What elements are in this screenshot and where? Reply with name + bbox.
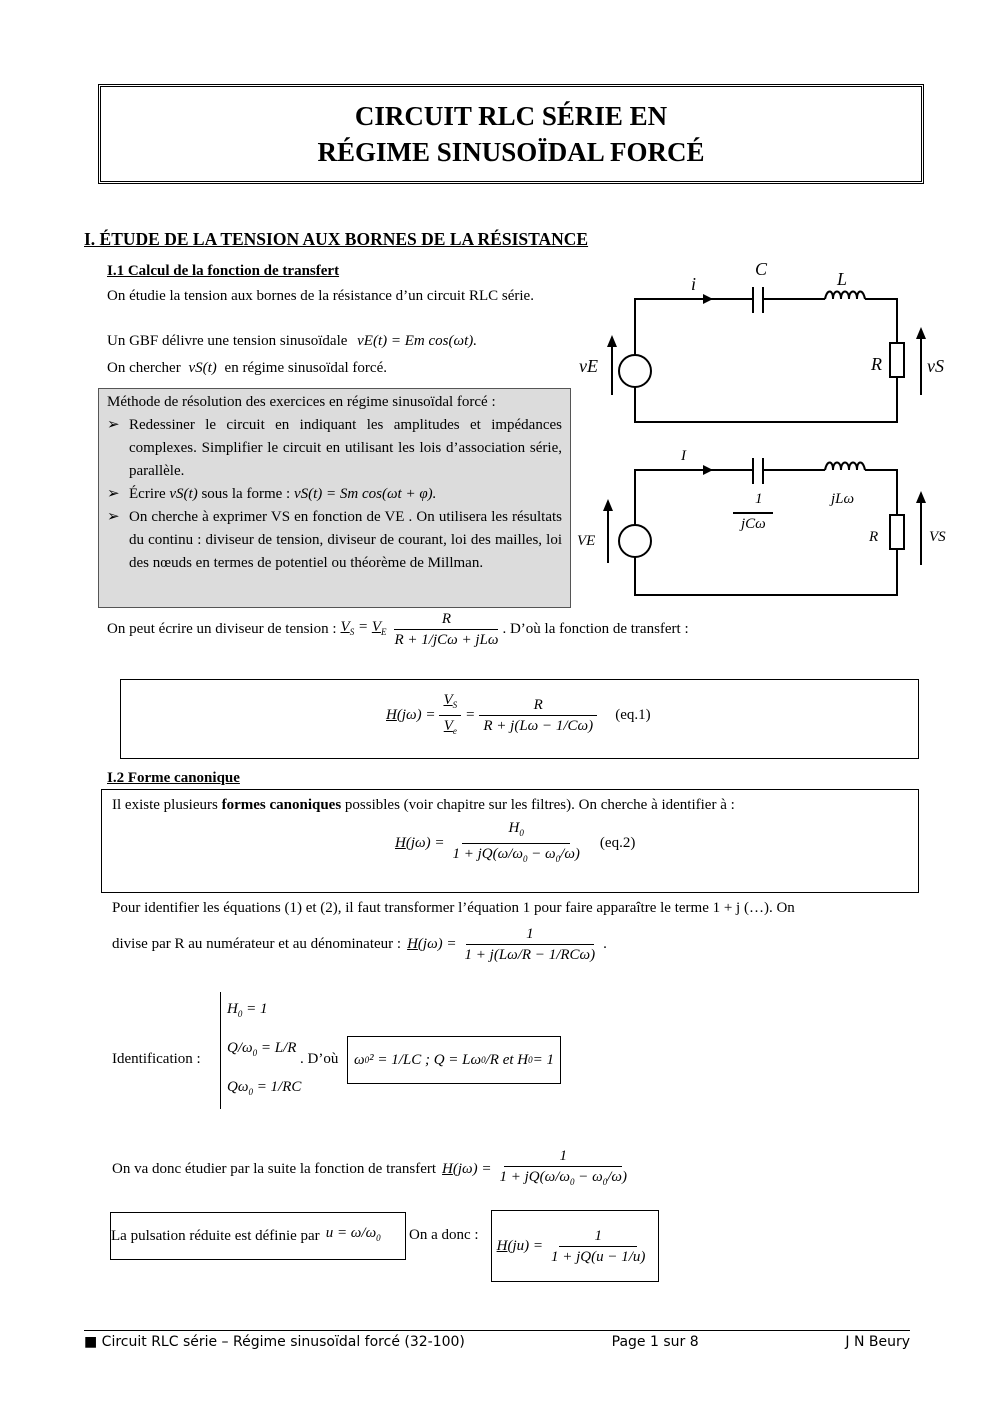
method-bullet-2-pre: Écrire — [129, 486, 166, 502]
intro-text-3: On chercher — [107, 360, 181, 376]
method-bullet-2-mid: sous la forme : — [201, 486, 291, 502]
method-bullet-2-eq1: vS(t) — [169, 486, 198, 502]
title-box — [98, 84, 924, 184]
label-zc-num: 1 — [755, 491, 763, 507]
intro-equation-vs: vS(t) — [188, 360, 217, 376]
page-footer — [84, 1330, 910, 1350]
divider-pre: On peut écrire un diviseur de tension : — [107, 621, 337, 637]
method-bullet-3-text: On cherche à exprimer VS en fonction de VE . On utilisera les résultats du continu : diviseur de tension, diviseur de courant, loi des mailles, loi des nœuds en termes de potentiel ou théorème de Millman. — [129, 509, 562, 571]
method-box — [98, 388, 571, 608]
intro-text-3-end: en régime sinusoïdal forcé. — [224, 360, 387, 376]
label-zl: jLω — [831, 491, 855, 507]
method-title: Méthode de résolution des exercices en régime sinusoïdal forcé : — [107, 394, 496, 410]
intro-equation-ve: vE(t) = Em cos(ωt). — [357, 333, 477, 349]
study-line: On va donc étudier par la suite la fonction de transfert H(jω) = $\frac{1}{1 + jQ(\omega/\omega_0 - \omega_0/\omega)}$ — [112, 1148, 627, 1187]
label-VE: VE — [577, 533, 596, 549]
label-L: L — [837, 269, 848, 289]
reduced-text: La pulsation réduite est définie par — [111, 1227, 320, 1244]
reduced-box: La pulsation réduite est définie par $u = \omega/\omega_0$ — [110, 1212, 406, 1260]
canonical-text-pre: Il existe plusieurs — [112, 797, 218, 813]
section-heading: I. ÉTUDE DE LA TENSION AUX BORNES DE LA RÉSISTANCE — [84, 229, 589, 249]
method-bullet-2 — [107, 483, 562, 506]
divider-fraction: $\frac{R}{\text{R + 1/jCω + jLω}}$ — [394, 611, 499, 648]
omega-q-box: ω 0 ² = 1/LC ; Q = Lω 0 /R et H 0 = 1 — [347, 1036, 561, 1084]
eq1-box — [120, 679, 919, 759]
arrow-bullet-icon: ➢ — [107, 486, 120, 502]
divider-line — [107, 609, 689, 650]
canonical-box — [101, 789, 919, 893]
donc-text: . D’où — [300, 1051, 339, 1067]
footer-left: ■ Circuit RLC série – Régime sinusoïdal forcé (32-100) — [84, 1334, 465, 1350]
footer-page-number: Page 1 sur 8 — [611, 1334, 699, 1350]
generator-source — [619, 355, 651, 387]
canonical-text-bold: formes canoniques — [221, 797, 342, 813]
label-C: C — [755, 259, 768, 279]
voltage-arrow-icon — [607, 335, 617, 347]
current-arrow-icon — [703, 294, 713, 304]
label-zc-den: jCω — [741, 516, 766, 532]
subsection-heading-2: I.2 Forme canonique — [107, 770, 240, 786]
circuit-diagrams — [575, 255, 955, 605]
ona-text: On a donc : — [409, 1227, 479, 1243]
label-I: I — [681, 448, 686, 464]
arrow-bullet-icon: ➢ — [107, 509, 120, 525]
method-bullet-1 — [107, 414, 562, 483]
intro-text-1: On étudie la tension aux bornes de la résistance d’un circuit RLC série. — [107, 288, 534, 304]
label-vS: vS — [927, 356, 944, 376]
eq2-formula: H(jω) = $\frac{H_0}{1 + jQ(\omega/\omega_0 - \omega_0/\omega)}$ (eq.2) — [395, 820, 636, 864]
method-bullet-1-text: Redessiner le circuit en indiquant les amplitudes et impédances complexes. Simplifier le circuit en utilisant les lois d’association série, parallèle. — [129, 417, 562, 479]
circuit1-wire-top-left — [635, 299, 753, 355]
intro-line-2 — [107, 330, 477, 353]
identification-system: $H_0 = 1$ $Q/\omega_0 = L/R$ $Q\omega_0 = 1/RC$ — [220, 992, 301, 1109]
eq2-label: (eq.2) — [599, 835, 636, 851]
eq1-formula: H(jω) = $\frac{V_S}{V_e}$ = $\frac{R}{R + j(L\omega - 1/C\omega)}$ (eq.1) — [386, 692, 651, 736]
intro-paragraph — [107, 285, 562, 308]
label-VS: VS — [929, 529, 946, 545]
method-bullet-3 — [107, 506, 562, 575]
intro-line-3 — [107, 357, 387, 380]
inductor-coil — [825, 292, 865, 300]
title-line-2: RÉGIME SINUSOÏDAL FORCÉ — [317, 137, 705, 167]
eq1-label: (eq.1) — [615, 707, 651, 723]
study-text: On va donc étudier par la suite la fonction de transfert — [112, 1160, 437, 1177]
divider-eq-lhs: $V_S = V_E$ — [340, 618, 387, 637]
identify-text-2: divise par R au numérateur et au dénominateur : — [112, 936, 402, 952]
hju-box: H(ju) = $\frac{1}{1 + jQ(u - 1/u)}$ — [491, 1210, 659, 1282]
canonical-text — [112, 794, 735, 817]
label-i: i — [691, 274, 697, 294]
title-line-1: CIRCUIT RLC SÉRIE EN — [354, 101, 668, 131]
label-R: R — [871, 354, 882, 374]
arrow-bullet-icon: ➢ — [107, 417, 120, 433]
canonical-text-post: possibles (voir chapitre sur les filtres). On cherche à identifier à : — [344, 797, 735, 813]
resistor — [890, 343, 904, 377]
divider-post: . D’où la fonction de transfert : — [502, 621, 689, 637]
identify-line-2: divise par R au numérateur et au dénominateur : H(jω) = $\frac{1}{\text{1 + j(Lω/R − 1/RCω)}}$ . — [112, 926, 607, 963]
identification-label: Identification : — [112, 1051, 201, 1067]
footer-author: J N Beury — [845, 1334, 910, 1350]
subsection-heading-1: I.1 Calcul de la fonction de transfert — [107, 263, 340, 279]
identify-text-1: Pour identifier les équations (1) et (2), il faut transformer l’équation 1 pour faire apparaître le terme 1 + j (…). On — [112, 900, 795, 916]
intro-text-2: Un GBF délivre une tension sinusoïdale — [107, 333, 348, 349]
label-R2: R — [869, 529, 879, 545]
identify-paragraph — [112, 897, 910, 920]
label-vE: vE — [579, 356, 598, 376]
method-bullet-2-eq2: vS(t) = Sm cos(ωt + φ). — [293, 486, 437, 502]
